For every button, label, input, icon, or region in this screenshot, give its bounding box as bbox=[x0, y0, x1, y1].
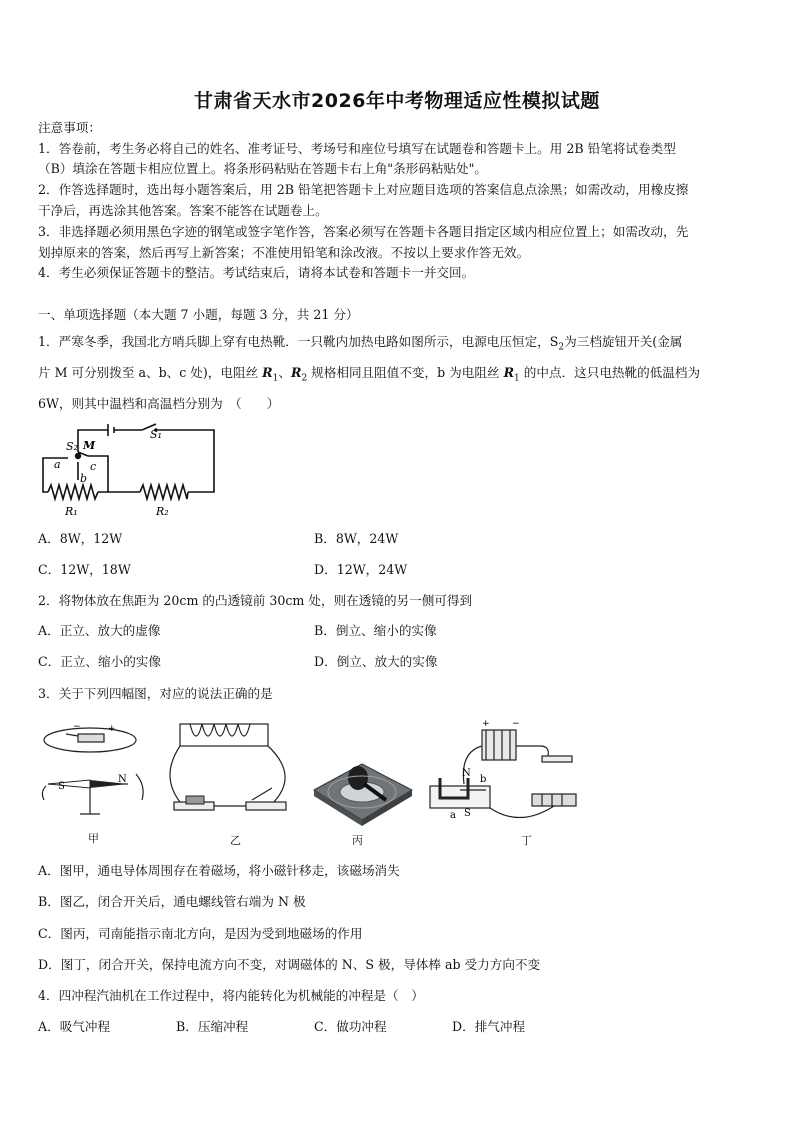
notice-line: 1．答卷前，考生务必将自己的姓名、准考证号、考场号和座位号填写在试题卷和答题卡上。用 2B 铅笔将试卷类型 bbox=[38, 141, 676, 156]
q3-option-d[interactable]: D．图丁，闭合开关，保持电流方向不变，对调磁体的 N、S 极，导体棒 ab 受力方向不变 bbox=[38, 957, 541, 972]
n-pole-label: N bbox=[118, 774, 127, 785]
q3-stem: 3．关于下列四幅图，对应的说法正确的是 bbox=[38, 686, 273, 701]
b-label: b bbox=[480, 774, 487, 785]
n-pole-label: N bbox=[462, 768, 471, 779]
label-s2: S₂ bbox=[66, 440, 78, 453]
q1-circuit-diagram bbox=[38, 420, 218, 520]
q1-stem-line2: 片 M 可分别拨至 a、b、c 处)，电阻丝 $R_1$、$R_2$ 规格相同且阻值不变，b 为电阻丝 $R_1$ 的中点．这只电热靴的低温档为 bbox=[38, 365, 701, 384]
q3-option-b[interactable]: B．图乙，闭合开关后，通电螺线管右端为 N 极 bbox=[38, 894, 306, 909]
contact-point bbox=[75, 453, 81, 459]
q3-option-c[interactable]: C．图丙，司南能指示南北方向，是因为受到地磁场的作用 bbox=[38, 926, 363, 941]
minus-label: − bbox=[512, 719, 520, 729]
q1-option-d[interactable]: D．12W，24W bbox=[314, 562, 408, 577]
figure-yi-solenoid bbox=[160, 716, 296, 828]
q4-option-c[interactable]: C．做功冲程 bbox=[314, 1019, 387, 1034]
q4-option-b[interactable]: B．压缩冲程 bbox=[176, 1019, 249, 1034]
label-r1: R₁ bbox=[65, 505, 78, 518]
q2-option-d[interactable]: D．倒立、放大的实像 bbox=[314, 654, 438, 669]
s-pole-label: S bbox=[58, 781, 65, 792]
q1-option-c[interactable]: C．12W，18W bbox=[38, 562, 131, 577]
label-s1: S₁ bbox=[150, 428, 162, 441]
q1-option-b[interactable]: B．8W，24W bbox=[314, 531, 399, 546]
label-m: M bbox=[83, 439, 96, 452]
q2-option-a[interactable]: A．正立、放大的虚像 bbox=[38, 623, 161, 638]
q1-stem-line3: 6W，则其中温档和高温档分别为 （ ） bbox=[38, 396, 280, 411]
q1-option-a[interactable]: A．8W，12W bbox=[38, 531, 123, 546]
q4-option-a[interactable]: A．吸气冲程 bbox=[38, 1019, 111, 1034]
plus-label: + bbox=[482, 719, 490, 729]
label-r2: R₂ bbox=[156, 505, 169, 518]
q2-option-b[interactable]: B．倒立、缩小的实像 bbox=[314, 623, 437, 638]
q1-stem-line1: 1．严寒冬季，我国北方哨兵脚上穿有电热靴．一只靴内加热电路如图所示，电源电压恒定，$S_2$为三档旋钮开关(金属 bbox=[38, 334, 683, 353]
page-title: 甘肃省天水市2026年中考物理适应性模拟试题 bbox=[194, 90, 600, 112]
notice-line: 3．非选择题必须用黑色字迹的钢笔或签字笔作答，答案必须写在答题卡各题目指定区域内相应位置上；如需改动，先 bbox=[38, 224, 689, 239]
caption-jia: 甲 bbox=[88, 832, 99, 845]
notice-line: 4．考生必须保证答题卡的整洁。考试结束后，请将本试卷和答题卡一并交回。 bbox=[38, 265, 475, 280]
plus-label: + bbox=[108, 724, 116, 734]
figure-bing-sinan-compass bbox=[308, 730, 416, 826]
notice-line: 干净后，再选涂其他答案。答案不能答在试题卷上。 bbox=[38, 203, 328, 218]
notice-line: （B）填涂在答题卡相应位置上。将条形码粘贴在答题卡右上角"条形码粘贴处"。 bbox=[38, 161, 488, 176]
q4-option-d[interactable]: D．排气冲程 bbox=[452, 1019, 526, 1034]
a-label: a bbox=[450, 810, 456, 821]
caption-ding: 丁 bbox=[521, 834, 532, 847]
figure-jia-oersted bbox=[38, 714, 158, 826]
q4-stem: 4．四冲程汽油机在工作过程中，将内能转化为机械能的冲程是（ ） bbox=[38, 988, 424, 1003]
notice-line: 2．作答选择题时，选出每小题答案后，用 2B 铅笔把答题卡上对应题目选项的答案信息点涂黑；如需改动，用橡皮擦 bbox=[38, 182, 689, 197]
label-a: a bbox=[54, 458, 61, 471]
caption-bing: 丙 bbox=[352, 834, 363, 847]
q2-stem: 2．将物体放在焦距为 20cm 的凸透镜前 30cm 处，则在透镜的另一侧可得到 bbox=[38, 593, 473, 608]
section-heading: 一、单项选择题（本大题 7 小题，每题 3 分，共 21 分） bbox=[38, 307, 359, 322]
label-c: c bbox=[90, 460, 97, 473]
s-pole-label: S bbox=[464, 808, 471, 819]
caption-yi: 乙 bbox=[230, 834, 241, 847]
minus-label: − bbox=[73, 722, 81, 732]
figure-ding-motor-principle bbox=[420, 716, 590, 828]
q2-option-c[interactable]: C．正立、缩小的实像 bbox=[38, 654, 161, 669]
label-b: b bbox=[80, 472, 88, 485]
notice-line: 划掉原来的答案，然后再写上新答案；不准使用铅笔和涂改液。不按以上要求作答无效。 bbox=[38, 245, 530, 260]
notice-heading: 注意事项： bbox=[38, 120, 101, 135]
q3-option-a[interactable]: A．图甲，通电导体周围存在着磁场，将小磁针移走，该磁场消失 bbox=[38, 863, 400, 878]
